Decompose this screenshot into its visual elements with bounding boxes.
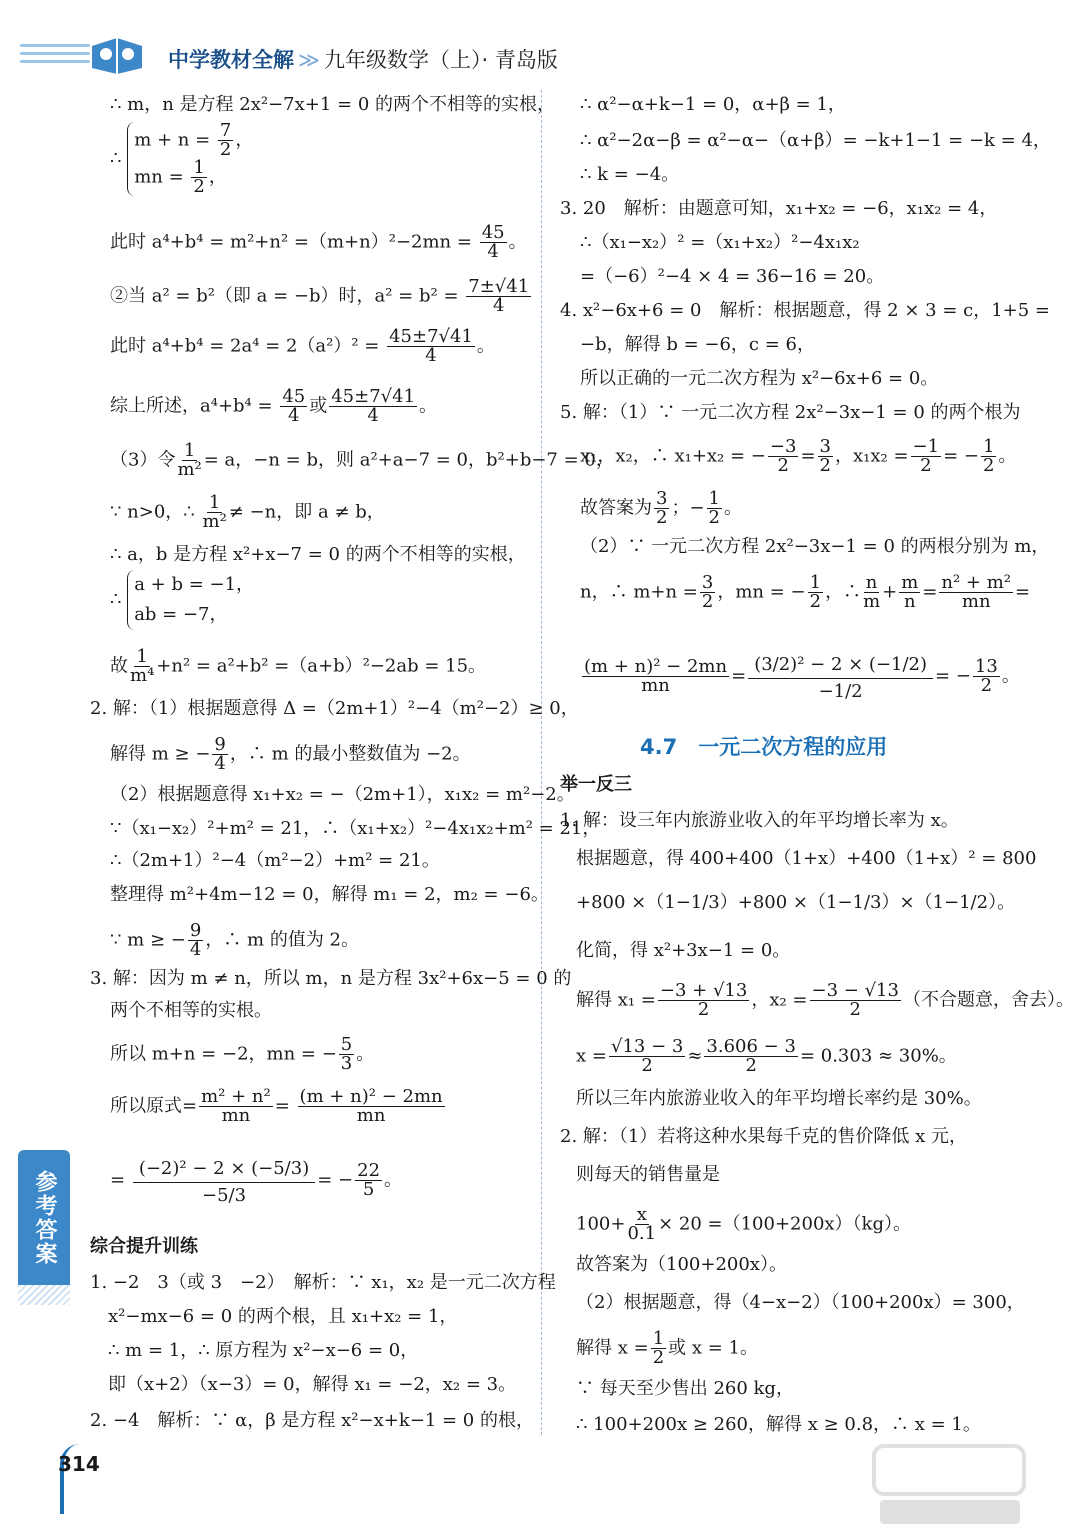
answer-z2: 2. −4 解析：∵ α，β 是方程 x²−x+k−1 = 0 的根， <box>90 1410 534 1431</box>
text-line: ∵ m ≥ − $\frac{9}{4}$ ，∴ m 的值为 2。 <box>110 920 359 960</box>
side-tab: 参考答案 <box>18 1150 70 1285</box>
answer-4r: 4. x²−6x+6 = 0 解析：根据题意，得 2 × 3 = c，1+5 = <box>560 300 1051 321</box>
answer-5r: 5. 解：（1）∵ 一元二次方程 2x²−3x−1 = 0 的两个根为 <box>560 402 1021 423</box>
text-line: ∴ α²−2α−β = α²−α−（α+β）= −k+1−1 = −k = 4， <box>580 130 1051 151</box>
text-line: x²−mx−6 = 0 的两个根，且 x₁+x₂ = 1， <box>108 1306 458 1327</box>
equation-system: ∴ m + n = $\frac{7}{2}$ ， mn = $\frac{1}{2}$ ， <box>110 120 254 197</box>
watermark-logo-icon <box>870 1440 1030 1530</box>
text-line: 即（x+2）（x−3）= 0，解得 x₁ = −2，x₂ = 3。 <box>108 1374 517 1395</box>
answer-2: 2. 解：（1）根据题意得 Δ =（2m+1）²−4（m²−2）≥ 0， <box>90 698 579 719</box>
text-line: 两个不相等的实根。 <box>110 1000 272 1021</box>
text-line: = $\frac{\text{(−2)² − 2 × (−5/3)}}{-5/3}$ = − $\frac{22}{5}$ 。 <box>110 1158 403 1206</box>
equation-system: ∴ a + b = −1， ab = −7， <box>110 570 254 630</box>
book-logo-icon <box>88 32 146 76</box>
text-line: 解得 x = $\frac{1}{2}$ 或 x = 1。 <box>576 1328 758 1368</box>
text-line: −b，解得 b = −6，c = 6， <box>580 334 815 355</box>
header-decoration <box>20 44 90 68</box>
answer-3: 3. 解：因为 m ≠ n，所以 m，n 是方程 3x²+6x−5 = 0 的 <box>90 968 572 989</box>
text-line: 故答案为 $\frac{3}{2}$ ；− $\frac{1}{2}$ 。 <box>580 488 742 528</box>
text-line: ∴ m = 1，∴ 原方程为 x²−x−6 = 0， <box>108 1340 419 1361</box>
text-line: 综上所述，a⁴+b⁴ = $\frac{45}{4}$ 或 $\frac{45\pm 7√41}{4}$ 。 <box>110 386 438 426</box>
text-line: 此时 a⁴+b⁴ = 2a⁴ = 2（a²）² = $\frac{45\pm 7√41}{4}$ 。 <box>110 326 495 366</box>
side-tab-strip <box>18 1285 70 1305</box>
text-line: （2）∵ 一元二次方程 2x²−3x−1 = 0 的两根分别为 m， <box>580 536 1050 557</box>
text-line: ∵ n>0，∴ $\frac{1}{\text{m²}}$ ≠ −n，即 a ≠ b， <box>110 492 385 532</box>
page-number: 314 <box>58 1452 100 1476</box>
text-line: $\frac{\text{(m + n)² − 2mn}}{mn}$ = $\frac{\text{(3/2)² − 2 × (−1/2)}}{-1/2}$ = − $\frac{13}{2}$ 。 <box>584 654 1020 702</box>
text-line: 整理得 m²+4m−12 = 0，解得 m₁ = 2，m₂ = −6。 <box>110 884 549 905</box>
text-line: 所以原式= $\frac{\text{m² + n²}}{mn}$ = $\frac{\text{(m + n)² − 2mn}}{mn}$ <box>110 1086 443 1126</box>
text-line: 所以三年内旅游业收入的年平均增长率约是 30%。 <box>576 1088 982 1109</box>
answer-3r: 3. 20 解析：由题意可知，x₁+x₂ = −6，x₁x₂ = 4， <box>560 198 998 219</box>
section-subtitle: 综合提升训练 <box>90 1236 198 1257</box>
answer-a2: 2. 解：（1）若将这种水果每千克的售价降低 x 元， <box>560 1126 967 1147</box>
text-line: （2）根据题意得 x₁+x₂ = −（2m+1），x₁x₂ = m²−2。 <box>110 784 575 805</box>
text-line: x₁，x₂，∴ x₁+x₂ = − $\frac{-3}{2}$ = $\frac{3}{2}$ ，x₁x₂ = $\frac{-1}{2}$ = − $\frac{1}{2}$ 。 <box>580 436 1017 476</box>
answer-a1: 1. 解：设三年内旅游业收入的年平均增长率为 x。 <box>560 810 959 831</box>
text-line: 此时 a⁴+b⁴ = m²+n² =（m+n）²−2mn = $\frac{45}{4}$ 。 <box>110 222 527 262</box>
series-title: 中学教材全解 <box>168 48 294 72</box>
text-line: ∵ 每天至少售出 260 kg， <box>576 1378 794 1399</box>
header-title: 中学教材全解 ≫ 九年级数学（上）· 青岛版 <box>168 48 558 72</box>
text-line: （2）根据题意，得（4−x−2）（100+200x）= 300， <box>576 1292 1025 1313</box>
text-line: ∴ a，b 是方程 x²+x−7 = 0 的两个不相等的实根， <box>110 544 526 565</box>
text-line: ∴ α²−α+k−1 = 0，α+β = 1， <box>580 94 846 115</box>
text-line: ②当 a² = b²（即 a = −b）时，a² = b² = $\frac{7\pm√41}{4}$ <box>110 276 530 316</box>
text-line: 故 $\frac{1}{\text{m⁴}}$ +n² = a²+b² =（a+b）²−2ab = 15。 <box>110 646 487 686</box>
answer-z1: 1. −2 3（或 3 −2） 解析：∵ x₁，x₂ 是一元二次方程 <box>90 1272 556 1293</box>
text-line: ∴（2m+1）²−4（m²−2）+m² = 21。 <box>110 850 440 871</box>
text-line: 解得 m ≥ − $\frac{9}{4}$ ，∴ m 的最小整数值为 −2。 <box>110 734 471 774</box>
text-line: 化简，得 x²+3x−1 = 0。 <box>576 940 791 961</box>
section-title: 4.7 一元二次方程的应用 <box>640 735 888 759</box>
text-line: +800 ×（1−1/3）+800 ×（1−1/3）×（1−1/2）。 <box>576 892 1016 913</box>
text-line: ∴（x₁−x₂）² =（x₁+x₂）²−4x₁x₂ <box>580 232 860 253</box>
text-line: （3）令 $\frac{1}{\text{m²}}$ = a，−n = b，则 a²+a−7 = 0，b²+b−7 = 0， <box>110 440 614 480</box>
text-line: n，∴ m+n = $\frac{3}{2}$ ，mn = − $\frac{1}{2}$ ，∴ $\frac{n}{m}$ + $\frac{m}{n}$ = $\frac{\text{n² + m²}}{mn}$ = <box>580 572 1031 612</box>
text-line: ∴ m，n 是方程 2x²−7x+1 = 0 的两个不相等的实根， <box>110 94 556 115</box>
text-line: 根据题意，得 400+400（1+x）+400（1+x）² = 800 <box>576 848 1037 869</box>
column-divider <box>541 90 542 1435</box>
text-line: =（−6）²−4 × 4 = 36−16 = 20。 <box>580 266 885 287</box>
section-subtitle: 举一反三 <box>560 774 632 795</box>
text-line: ∴ 100+200x ≥ 260，解得 x ≥ 0.8，∴ x = 1。 <box>576 1414 981 1435</box>
text-line: 100+ $\frac{x}{0.1}$ × 20 =（100+200x）（kg）。 <box>576 1204 911 1244</box>
text-line: 所以 m+n = −2，mn = − $\frac{5}{3}$ 。 <box>110 1034 375 1074</box>
text-line: ∴ k = −4。 <box>580 164 680 185</box>
text-line: 所以正确的一元二次方程为 x²−6x+6 = 0。 <box>580 368 939 389</box>
text-line: 解得 x₁ = $\frac{-3 + √13}{2}$ ，x₂ = $\frac{-3 - √13}{2}$ （不合题意，舍去）。 <box>576 980 1074 1020</box>
text-line: 故答案为（100+200x）。 <box>576 1254 787 1275</box>
subject-title: 九年级数学（上）· 青岛版 <box>323 48 558 72</box>
text-line: ∵（x₁−x₂）²+m² = 21，∴（x₁+x₂）²−4x₁x₂+m² = 21， <box>110 818 601 839</box>
text-line: x = $\frac{√13 - 3}{2}$ ≈ $\frac{3.606 - 3}{2}$ = 0.303 ≈ 30%。 <box>576 1036 957 1076</box>
text-line: 则每天的销售量是 <box>576 1164 720 1185</box>
page-header <box>0 0 1045 90</box>
